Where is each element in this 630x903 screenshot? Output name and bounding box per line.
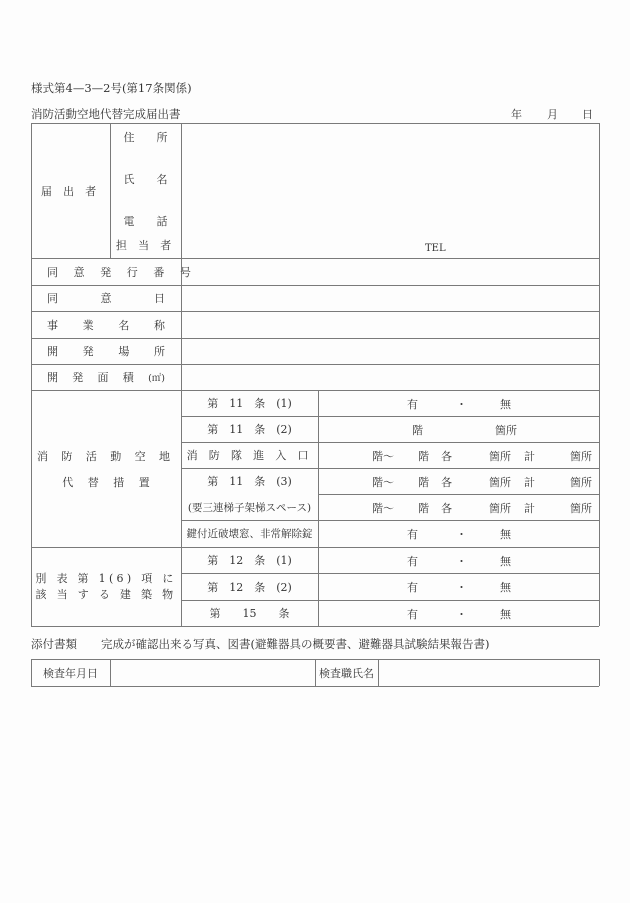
attachments-label: 添付書類 (31, 637, 77, 651)
no-option[interactable]: 無 (500, 528, 511, 541)
alt-item-label: (要三連梯子架梯スペース) (187, 501, 312, 514)
applicant-label: 届 出 者 (40, 184, 101, 198)
floor-range-field[interactable]: 階～ 階 各 箇所 計 箇所 (372, 476, 592, 489)
floor-range-field[interactable]: 階～ 階 各 箇所 計 箇所 (372, 502, 592, 515)
consent-number-field[interactable] (181, 258, 599, 285)
form-number: 様式第4—3—2号(第17条関係) (31, 81, 192, 95)
alt-measures-label: 消 防 活 動 空 地 代 替 措 置 (37, 450, 175, 489)
yes-option[interactable]: 有 (407, 608, 418, 621)
special-item-label: 第 12 条 (2) (207, 580, 292, 594)
dev-location-field[interactable] (181, 338, 599, 364)
yes-no-selector[interactable] (318, 600, 599, 626)
project-name-field[interactable] (181, 311, 599, 338)
dev-area-field[interactable] (181, 364, 599, 390)
inspection-date-field[interactable] (111, 660, 315, 686)
date-year-label: 年 (511, 108, 522, 121)
yes-no-selector[interactable] (318, 390, 599, 416)
floor-places-field[interactable]: 階 箇所 (412, 424, 517, 437)
yes-no-selector[interactable] (318, 520, 599, 547)
yes-option[interactable]: 有 (407, 398, 418, 411)
dev-location-label: 開 発 場 所 (47, 345, 165, 358)
tel-label: TEL (425, 243, 446, 254)
dev-area-label: 開 発 面 積 (㎡) (47, 371, 165, 384)
alt-item-label: 鍵付近破壊窓、非常解除錠 (186, 528, 313, 540)
floor-range-field[interactable]: 階～ 階 各 箇所 計 箇所 (372, 450, 592, 463)
date-month-label: 月 (547, 108, 558, 121)
phone-label: 電 話 (123, 215, 168, 228)
alt-item-label: 第 11 条 (1) (207, 397, 292, 410)
special-item-label: 第 12 条 (1) (207, 554, 292, 567)
consent-date-label: 同 意 日 (47, 292, 165, 305)
no-option[interactable]: 無 (500, 555, 511, 568)
special-item-label: 第 15 条 (209, 607, 290, 620)
name-label: 氏 名 (123, 173, 168, 186)
separator-dot: ・ (456, 608, 467, 621)
consent-number-label: 同 意 発 行 番 号 (47, 265, 198, 279)
alt-item-label: 第 11 条 (2) (207, 423, 292, 436)
no-option[interactable]: 無 (500, 581, 511, 594)
address-field[interactable] (181, 125, 599, 165)
yes-option[interactable]: 有 (407, 528, 418, 541)
separator-dot: ・ (456, 555, 467, 568)
date-day-label: 日 (582, 108, 593, 121)
special-building-label: 別 表 第 1(6) 項 に 該 当 す る 建 築 物 (35, 572, 177, 601)
no-option[interactable]: 無 (500, 398, 511, 411)
phone-field[interactable] (181, 209, 599, 257)
inspector-name-label: 検査職氏名 (319, 666, 374, 680)
yes-option[interactable]: 有 (407, 555, 418, 568)
separator-dot: ・ (456, 581, 467, 594)
separator-dot: ・ (456, 528, 467, 541)
consent-date-field[interactable] (181, 285, 599, 311)
inspector-name-field[interactable] (379, 660, 599, 686)
attachments-text: 完成が確認出来る写真、図書(避難器具の概要書、避難器具試験結果報告書) (101, 637, 490, 651)
yes-no-selector[interactable] (318, 547, 599, 573)
inspection-date-label: 検査年月日 (43, 666, 98, 680)
contact-person-label: 担 当 者 (115, 239, 176, 252)
yes-option[interactable]: 有 (407, 581, 418, 594)
address-label: 住 所 (123, 131, 168, 144)
no-option[interactable]: 無 (500, 608, 511, 621)
alt-item-label: 消 防 隊 進 入 口 (186, 449, 313, 462)
separator-dot: ・ (456, 398, 467, 411)
name-field[interactable] (181, 167, 599, 207)
alt-item-label: 第 11 条 (3) (207, 475, 292, 488)
yes-no-selector[interactable] (318, 573, 599, 600)
project-name-label: 事 業 名 称 (47, 318, 165, 332)
form-title: 消防活動空地代替完成届出書 (31, 107, 181, 121)
